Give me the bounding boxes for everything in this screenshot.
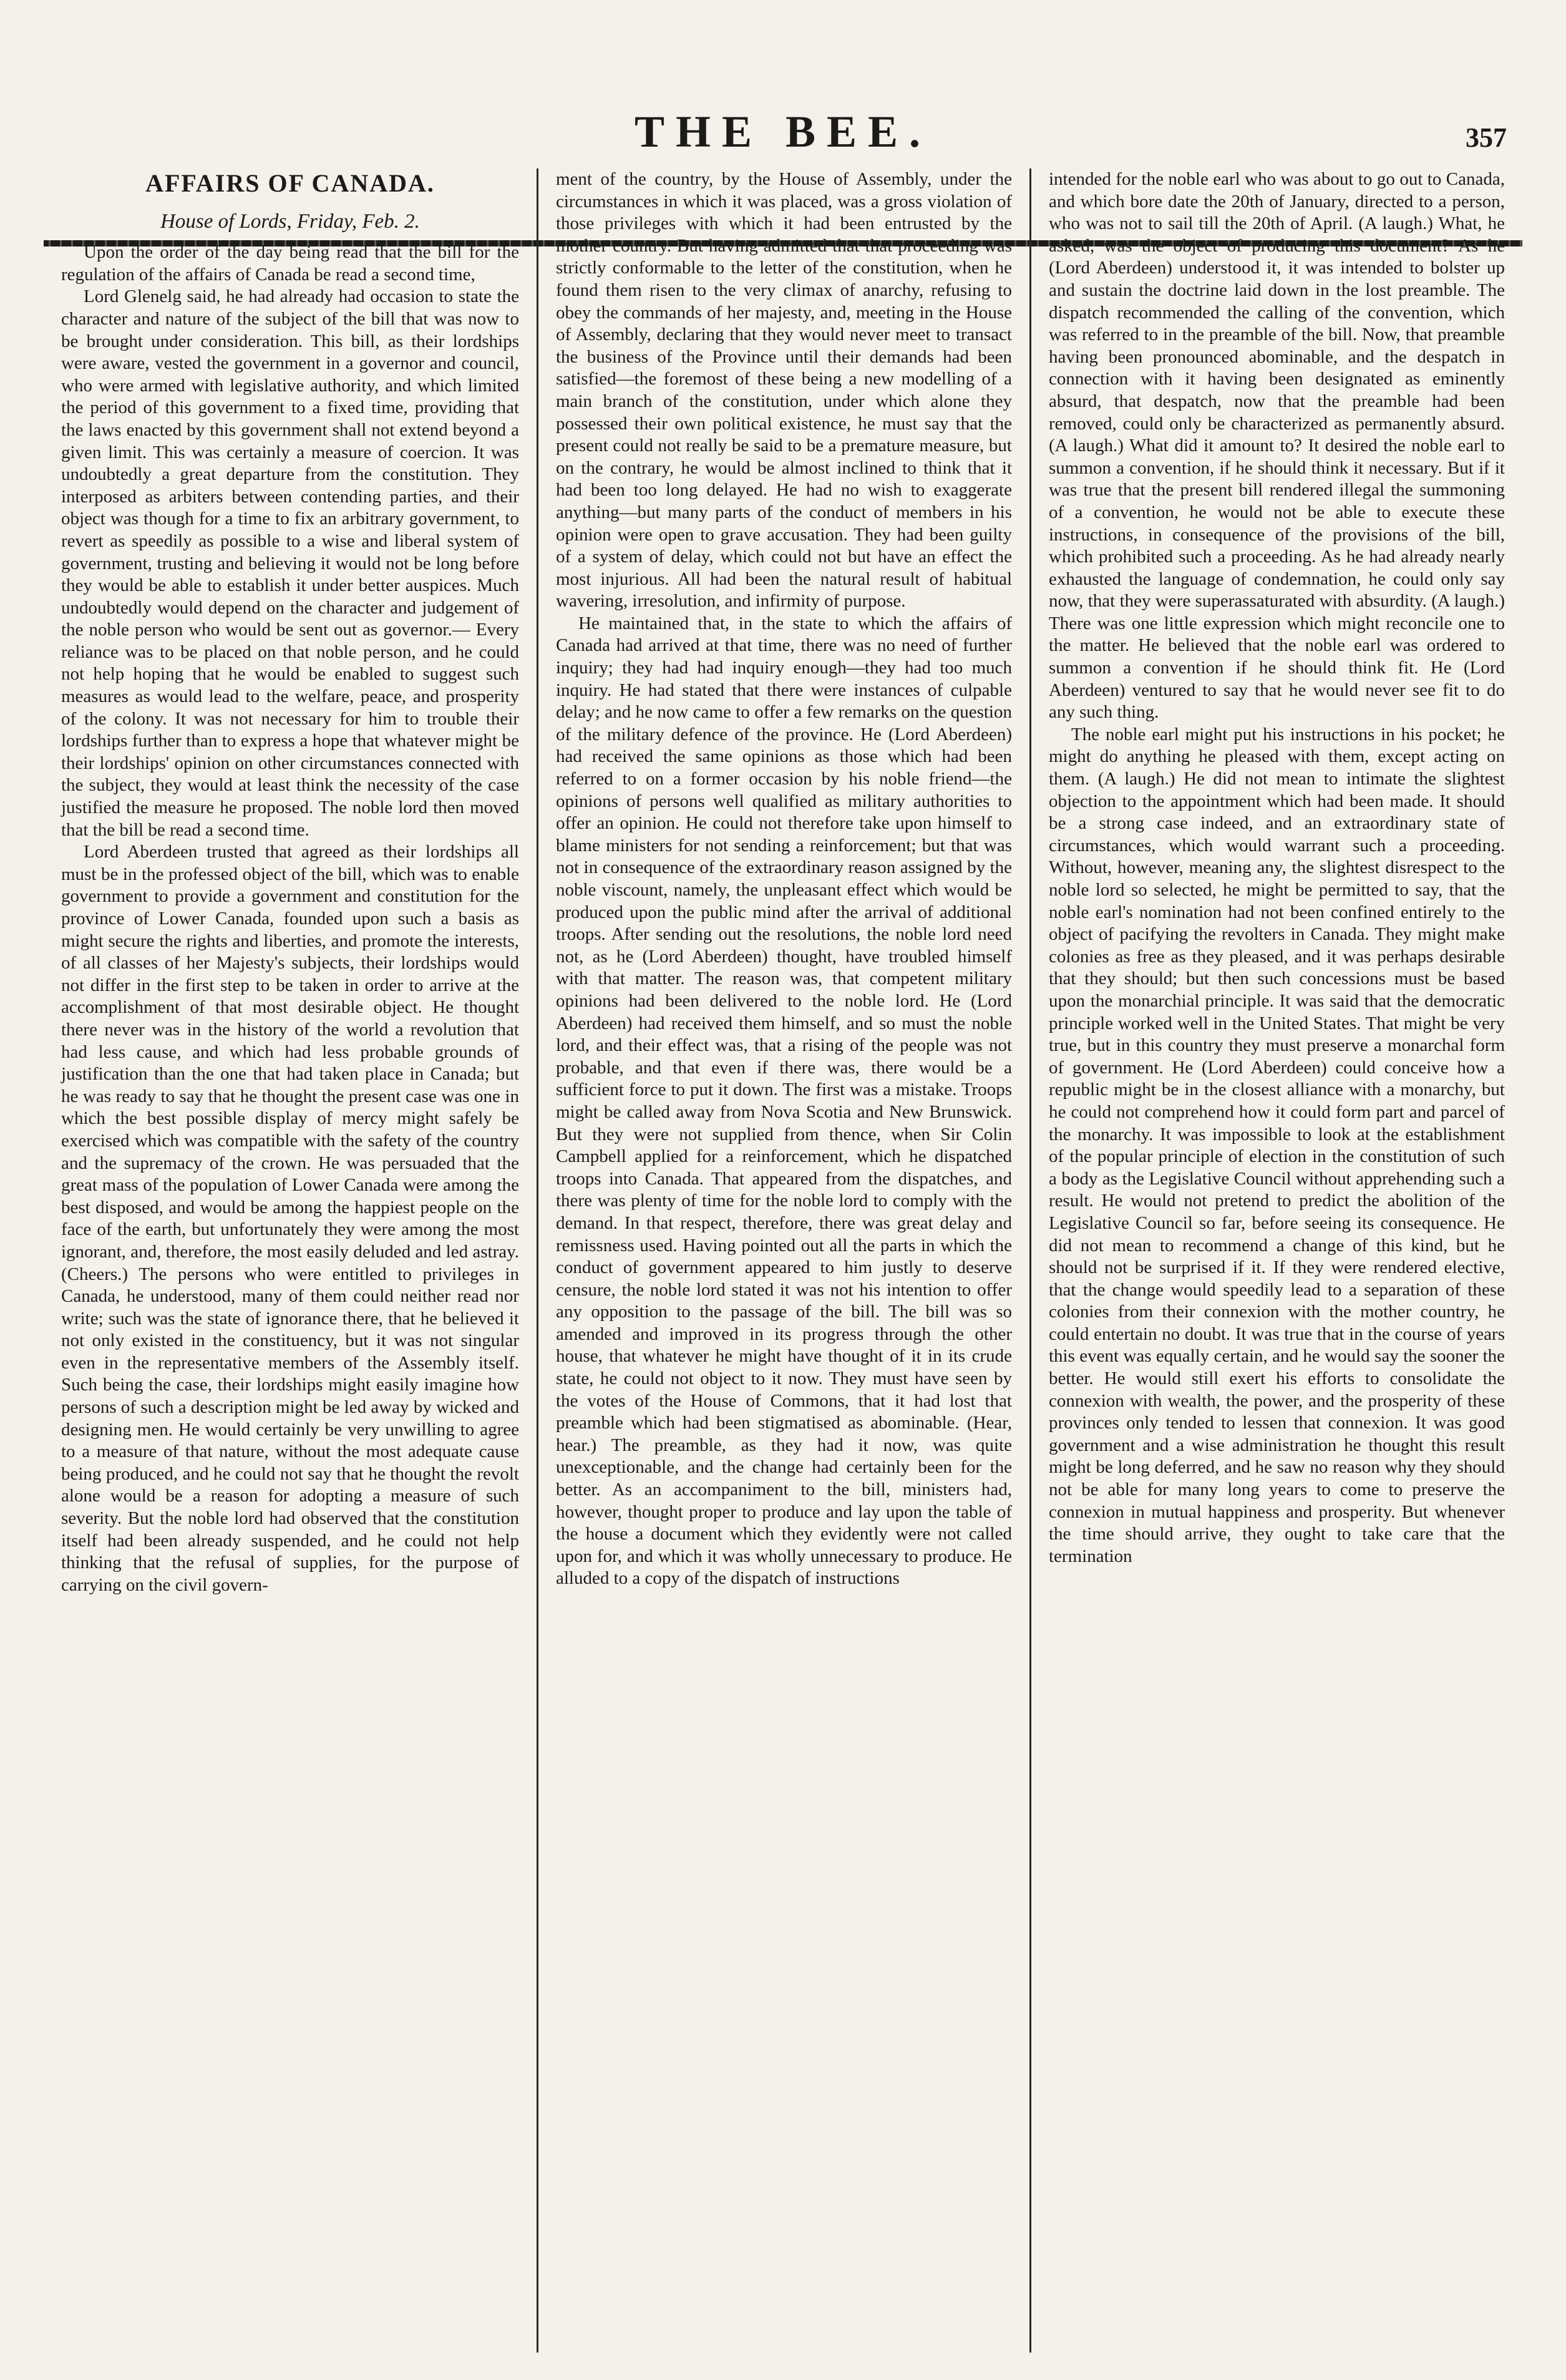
masthead	[0, 94, 1566, 162]
paragraph: Lord Aberdeen trusted that agreed as their lordships all must be in the professed object of the bill, which was to enable government to provide a government and constitution for the province of Lower Canada, founded upon such a basis as might secure the rights and liberties, and promote the interests, of all classes of her Majesty's subjects, their lordships would not differ in the first step to be taken in order to arrive at the accomplishment of that most desirable object. He thought there never was in the history of the world a revolution that had less cause, and which had less probable grounds of justification than the one that had taken place in Canada; but he was ready to say that he thought the present case was one in which the best possible display of mercy might safely be exercised which was compatible with the safety of the country and the supremacy of the crown. He was persuaded that the great mass of the population of Lower Canada were among the best disposed, and would be among the happiest people on the face of the earth, but unfortunately they were among the most ignorant, and, therefore, the most easily deluded and led astray. (Cheers.) The persons who were entitled to privileges in Canada, he understood, many of them could neither read nor write; such was the state of ignorance there, that he believed it not only existed in the constituency, but it was not singular even in the representative members of the Assembly itself. Such being the case, their lordships might easily imagine how persons of such a description might be led away by wicked and designing men. He would certainly be very unwilling to agree to a measure of that nature, without the most adequate cause being produced, and he could not say that he thought the revolt alone would be a reason for adopting a measure of such severity. But the noble lord had observed that the constitution itself had been already suspended, and he could not help thinking that the refusal of supplies, for the purpose of carrying on the civil govern-	[61, 842, 519, 1595]
paragraph: Lord Glenelg said, he had already had occasion to state the character and nature of the subject of the bill that was now to be brought under consideration. This bill, as their lordships were aware, vested the government in a governor and council, who were armed with legislative authority, and which limited the period of this government to a fixed time, providing that the laws enacted by this government shall not extend beyond a given limit. This was certainly a measure of coercion. It was undoubtedly a great departure from the constitution. They interposed as arbiters between contending parties, and their object was though for a time to fix an arbitrary government, to revert as speedily as possible to a wise and liberal system of government, trusting and believing it would not be long before they would be able to establish it under better auspices. Much undoubtedly would depend on the character and judgement of the noble person who would be sent out as governor.— Every reliance was to be placed on that noble person, and he could not help hoping that he would be enabled to suggest such measures as would lead to the welfare, peace, and prosperity of the colony. It was not necessary for him to trouble their lordships further than to express a hope that whatever might be their lordships' opinion on other circumstances connected with the subject, they would at least think the necessity of the case justified the measure he proposed. The noble lord then moved that the bill be read a second time.	[61, 286, 519, 840]
article-columns	[44, 168, 1522, 2353]
article-dateline: House of Lords, Friday, Feb. 2.	[160, 210, 420, 233]
masthead-title: THE BEE.	[634, 107, 932, 157]
column-3	[1029, 168, 1522, 2353]
paragraph: Upon the order of the day being read that the bill for the regulation of the affairs of Canada be read a second time,	[61, 242, 519, 285]
page-number: 357	[1466, 122, 1507, 153]
paragraph: The noble earl might put his instructions in his pocket; he might do anything he pleased with them, except acting on them. (A laugh.) He did not mean to intimate the slightest objection to the appointment which had been made. It should be a strong case indeed, and an extraordinary state of circumstances, which would warrant such a proceeding. Without, however, meaning any, the slightest disrespect to the noble lord so selected, he might be permitted to say, that the noble earl's nomination had not been confined entirely to the object of pacifying the revolters in Canada. They might make colonies as free as they pleased, and it was perhaps desirable that they should; but then such concessions must be based upon the monarchial principle. It was said that the democratic principle worked well in the United States. That might be very true, but in this country they must preserve a monarchal form of government. He (Lord Aberdeen) could conceive how a republic might be in the closest alliance with a monarchy, but he could not comprehend how it could form part and parcel of the monarchy. It was impossible to look at the establishment of the popular principle of election in the constitution of such a body as the Legislative Council without apprehending such a result. He would not pretend to predict the abolition of the Legislative Council so far, before seeing its consequence. He did not mean to recommend a change of this kind, but he should not be surprised if it. If they were rendered elective, that the change would speedily lead to a separation of these colonies from their connexion with the mother country, he could entertain no doubt. It was true that in the course of years this event was equally certain, and he would say the sooner the better. He would still exert his efforts to consolidate the connexion with wealth, the power, and the prosperity of these provinces only tended to lessen that connexion. It was good government and a wise administration he thought this result might be long deferred, and he saw no reason why they should not be able for many long years to come to preserve the connexion in mutual happiness and prosperity. But whenever the time should arrive, they ought to take care that the termination	[1049, 724, 1505, 1566]
paragraph: ment of the country, by the House of Assembly, under the circumstances in which it was placed, was a gross violation of those privileges with which it had been entrusted by the mother country. But having admitted that that proceeding was strictly conformable to the letter of the constitution, when he found them risen to the very climax of anarchy, refusing to obey the commands of her majesty, and, meeting in the House of Assembly, declaring that they would never meet to transact the business of the Province until their demands had been satisfied—the foremost of these being a new modelling of a main branch of the constitution, under which alone they possessed their own political existence, he must say that the present could not really be said to be a premature measure, but on the contrary, he would be almost inclined to think that it had been too long delayed. He had no wish to exaggerate anything—but many parts of the conduct of members in his opinion were open to grave accusation. They had been guilty of a system of delay, which could not but have an effect the most injurious. All had been the natural result of habitual wavering, irresolution, and infirmity of purpose.	[556, 169, 1012, 612]
column-1	[44, 168, 537, 2353]
paragraph: intended for the noble earl who was about to go out to Canada, and which bore date the 20th of January, directed to a person, who was not to sail till the 20th of April. (A laugh.) What, he asked, was the object of producing this document? As he (Lord Aberdeen) understood it, it was intended to bolster up and sustain the doctrine laid down in the lost preamble. The dispatch recommended the calling of the convention, which was referred to in the preamble of the bill. Now, that preamble having been pronounced abominable, and the despatch in connection with it having been designated as eminently absurd, that despatch, now that the preamble had been removed, could only be characterized as permanently absurd. (A laugh.) What did it amount to? It desired the noble earl to summon a convention, if he should think it necessary. But if it was true that the present bill rendered illegal the summoning of a convention, he would not be able to execute these instructions, in consequence of the provisions of the bill, which prohibited such a proceeding. As he had already nearly exhausted the language of condemnation, he could only say now, that they were superassaturated with absurdity. (A laugh.) There was one little expression which might reconcile one to the matter. He believed that the noble earl was ordered to summon a convention if he should think fit. He (Lord Aberdeen) ventured to say that he would never see fit to do any such thing.	[1049, 169, 1505, 723]
column-2	[537, 168, 1029, 2353]
article-title: AFFAIRS OF CANADA.	[145, 169, 435, 197]
paragraph: He maintained that, in the state to which the affairs of Canada had arrived at that time, there was no need of further inquiry; they had had inquiry enough—they had too much inquiry. He had stated that there were instances of culpable delay; and he now came to offer a few remarks on the question of the military defence of the province. He (Lord Aberdeen) had received the same opinions as those which had been referred to on a former occasion by his noble friend—the opinions of persons well qualified as military authorities to offer an opinion. He could not therefore take upon himself to blame ministers for not sending a reinforcement; but that was not in consequence of the extraordinary reason assigned by the noble viscount, namely, the unpleasant effect which would be produced upon the public mind after the arrival of additional troops. After sending out the resolutions, the noble lord need not, as he (Lord Aberdeen) thought, have troubled himself with that matter. The reason was, that competent military opinions had been delivered to the noble lord. He (Lord Aberdeen) had received them himself, and so must the noble lord, and their effect was, that a rising of the people was not probable, and that even if there was, there would be a sufficient force to put it down. The first was a mistake. Troops might be called away from Nova Scotia and New Brunswick. But they were not supplied from thence, when Sir Colin Campbell applied for a reinforcement, which he dispatched troops into Canada. That appeared from the dispatches, and there was plenty of time for the noble lord to comply with the demand. In that respect, therefore, there was great delay and remissness used. Having pointed out all the parts in which the conduct of government appeared to him justly to deserve censure, the noble lord stated it was not his intention to offer any opposition to the passage of the bill. The bill was so amended and improved in its progress through the other house, that whatever he might have thought of it in its crude state, he could not object to it now. They must have seen by the votes of the House of Commons, that it had lost that preamble which had been stigmatised as abominable. (Hear, hear.) The preamble, as they had it now, was quite unexceptionable, and the change had certainly been for the better. As an accompaniment to the bill, ministers had, however, thought proper to produce and lay upon the table of the house a document which they evidently were not called upon for, and which it was wholly unnecessary to produce. He alluded to a copy of the dispatch of instructions	[556, 613, 1012, 1589]
